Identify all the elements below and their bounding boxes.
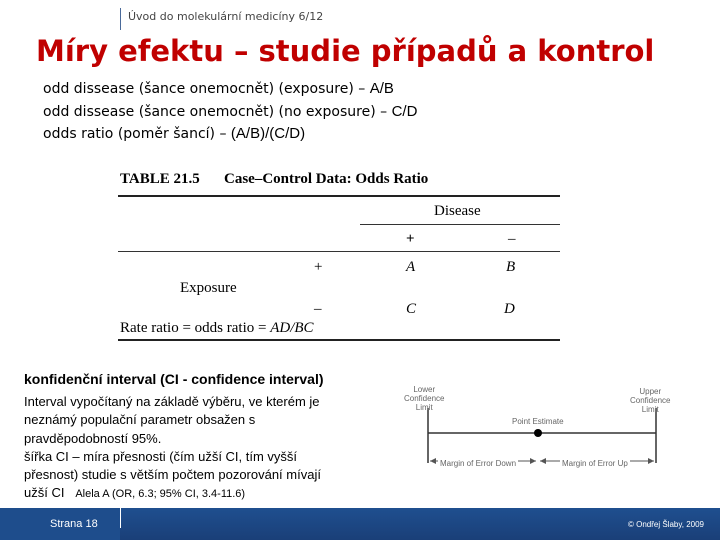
definition-line — [43, 125, 305, 142]
term: odds ratio — [43, 126, 114, 142]
margin-down-label: Margin of Error Down — [440, 459, 517, 468]
header-divider — [120, 8, 121, 30]
term: odd dissease — [43, 104, 135, 120]
column-header-plus: + — [406, 231, 415, 247]
page-number: Strana 18 — [50, 518, 98, 530]
ci-heading: konfidenční interval (CI - confidence interval) — [24, 371, 324, 387]
table-footer: Rate ratio = odds ratio = — [120, 320, 271, 336]
table-footer-formula: AD/BC — [270, 320, 314, 336]
formula: A/B — [369, 80, 394, 97]
table-rule — [360, 224, 560, 225]
formula: (A/B)/(C/D) — [230, 125, 306, 142]
slide-title: Míry efektu – studie případů a kontrol — [36, 34, 655, 68]
table-caption: TABLE 21.5 — [120, 171, 200, 187]
odds-ratio-table — [118, 165, 563, 345]
ci-explanation — [24, 393, 364, 504]
lower-limit-label: Lower Confidence Limit — [404, 385, 445, 412]
term-description: (poměr šancí) – — [113, 126, 231, 142]
table-rule — [118, 251, 560, 252]
row-header-minus: – — [314, 301, 322, 317]
table-rule — [118, 339, 560, 341]
definition-line — [43, 80, 394, 97]
column-header-minus: – — [508, 231, 516, 247]
column-group-label: Disease — [434, 203, 481, 219]
table-cell: C — [406, 301, 417, 317]
ci-line: neznámý populační parametr obsažen s — [24, 412, 256, 428]
formula: C/D — [391, 103, 418, 120]
ci-line: pravděpodobností 95%. — [24, 430, 162, 446]
ci-line: Interval vypočítaný na základě výběru, ve kterém je — [24, 394, 320, 409]
margin-up-label: Margin of Error Up — [562, 459, 628, 468]
row-header-plus: + — [314, 259, 323, 275]
footer-divider — [120, 508, 121, 528]
definition-line — [43, 103, 417, 120]
confidence-interval-diagram — [398, 383, 698, 483]
point-estimate-label: Point Estimate — [512, 417, 564, 426]
ci-example: Alela A (OR, 6.3; 95% CI, 3.4-11.6) — [75, 488, 246, 501]
table-cell: A — [406, 259, 416, 275]
table-cell: B — [506, 259, 516, 275]
ci-line: přesnost) studie s větším počtem pozorování mívají — [24, 467, 321, 483]
ci-line: šířka CI – míra přesnosti (čím užší CI, tím vyšší — [24, 448, 298, 464]
term: odd dissease — [43, 81, 135, 97]
row-group-label: Exposure — [180, 280, 237, 296]
term-description: (šance onemocnět) (no exposure) – — [134, 104, 392, 120]
copyright: © Ondřej Šlaby, 2009 — [627, 520, 704, 529]
term-description: (šance onemocnět) (exposure) – — [134, 81, 370, 97]
table-rule — [118, 195, 560, 197]
table-cell: D — [504, 301, 515, 317]
table-caption-title: Case–Control Data: Odds Ratio — [224, 171, 429, 187]
ci-line: užší CI — [24, 485, 65, 501]
course-header: Úvod do molekulární medicíny 6/12 — [128, 10, 324, 23]
upper-limit-label: Upper Confidence Limit — [630, 387, 671, 414]
